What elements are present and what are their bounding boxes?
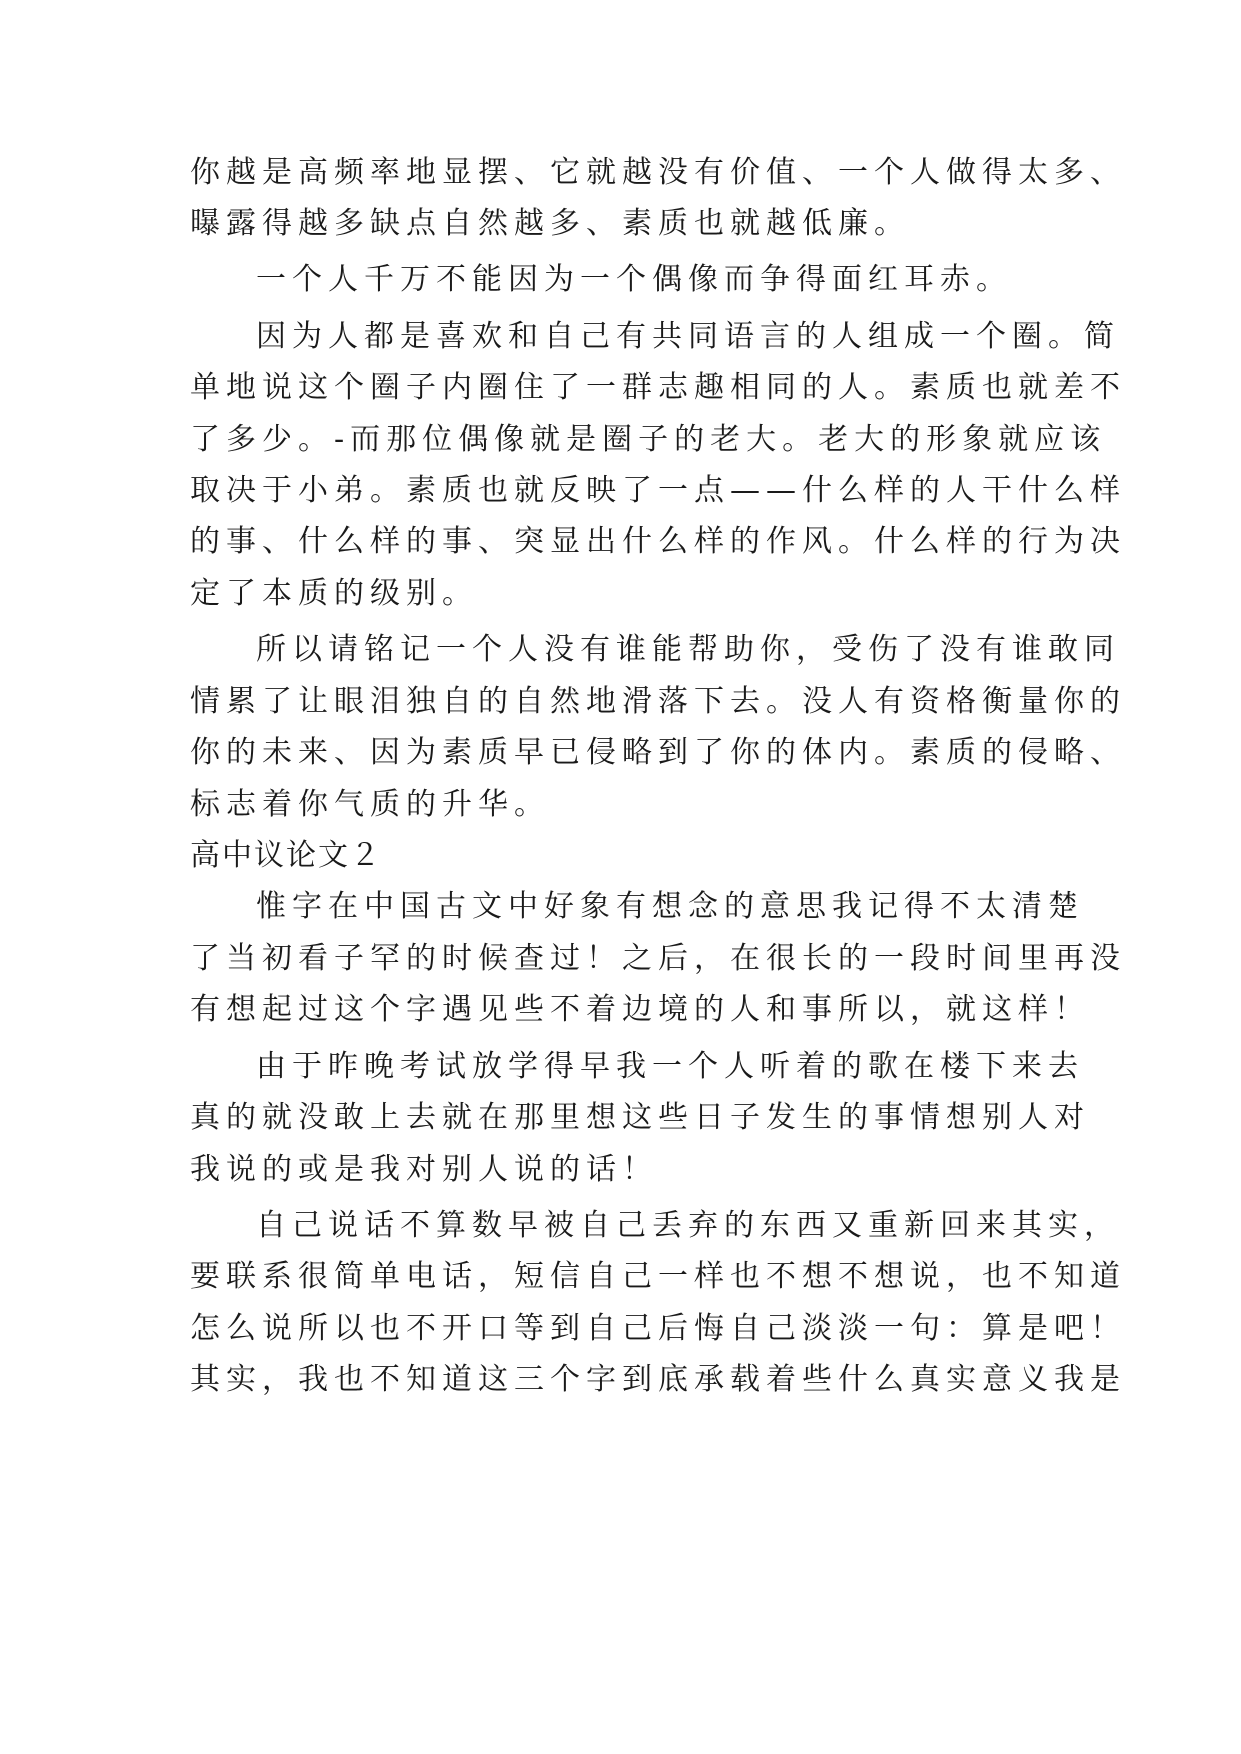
paragraph-line: 由于昨晚考试放学得早我一个人听着的歌在楼下来去	[256, 1049, 1084, 1084]
paragraph-line: 你越是高频率地显摆、它就越没有价值、一个人做得太多、	[190, 155, 1126, 190]
paragraph-line: 一个人千万不能因为一个偶像而争得面红耳赤。	[256, 262, 1012, 297]
paragraph-line: 曝露得越多缺点自然越多、素质也就越低廉。	[190, 206, 910, 241]
paragraph-line: 其实，我也不知道这三个字到底承载着些什么真实意义我是	[190, 1362, 1126, 1397]
paragraph-line: 有想起过这个字遇见些不着边境的人和事所以，就这样！	[190, 992, 1090, 1027]
paragraph-line: 单地说这个圈子内圈住了一群志趣相同的人。素质也就差不	[190, 370, 1126, 405]
paragraph-line: 了多少。-而那位偶像就是圈子的老大。老大的形象就应该	[190, 422, 1107, 457]
paragraph-line: 了当初看子罕的时候查过！之后，在很长的一段时间里再没	[190, 941, 1126, 976]
paragraph-line: 所以请铭记一个人没有谁能帮助你，受伤了没有谁敢同	[256, 632, 1120, 667]
paragraph-line: 要联系很简单电话，短信自己一样也不想不想说，也不知道	[190, 1259, 1126, 1294]
paragraph-line: 你的未来、因为素质早已侵略到了你的体内。素质的侵略、	[190, 735, 1126, 770]
paragraph-line: 惟字在中国古文中好象有想念的意思我记得不太清楚	[256, 889, 1084, 924]
paragraph-line: 定了本质的级别。	[190, 576, 478, 611]
paragraph-line: 标志着你气质的升华。	[190, 787, 550, 822]
paragraph-line: 的事、什么样的事、突显出什么样的作风。什么样的行为决	[190, 524, 1126, 559]
paragraph-line: 情累了让眼泪独自的自然地滑落下去。没人有资格衡量你的	[190, 684, 1126, 719]
paragraph-line: 自己说话不算数早被自己丢弃的东西又重新回来其实，	[256, 1208, 1120, 1243]
paragraph-line: 我说的或是我对别人说的话！	[190, 1152, 658, 1187]
paragraph-line: 真的就没敢上去就在那里想这些日子发生的事情想别人对	[190, 1100, 1090, 1135]
paragraph-line: 因为人都是喜欢和自己有共同语言的人组成一个圈。简	[256, 319, 1120, 354]
section-heading: 高中议论文２	[190, 838, 382, 873]
paragraph-line: 取决于小弟。素质也就反映了一点——什么样的人干什么样	[190, 473, 1126, 508]
paragraph-line: 怎么说所以也不开口等到自己后悔自己淡淡一句：算是吧！	[190, 1311, 1126, 1346]
